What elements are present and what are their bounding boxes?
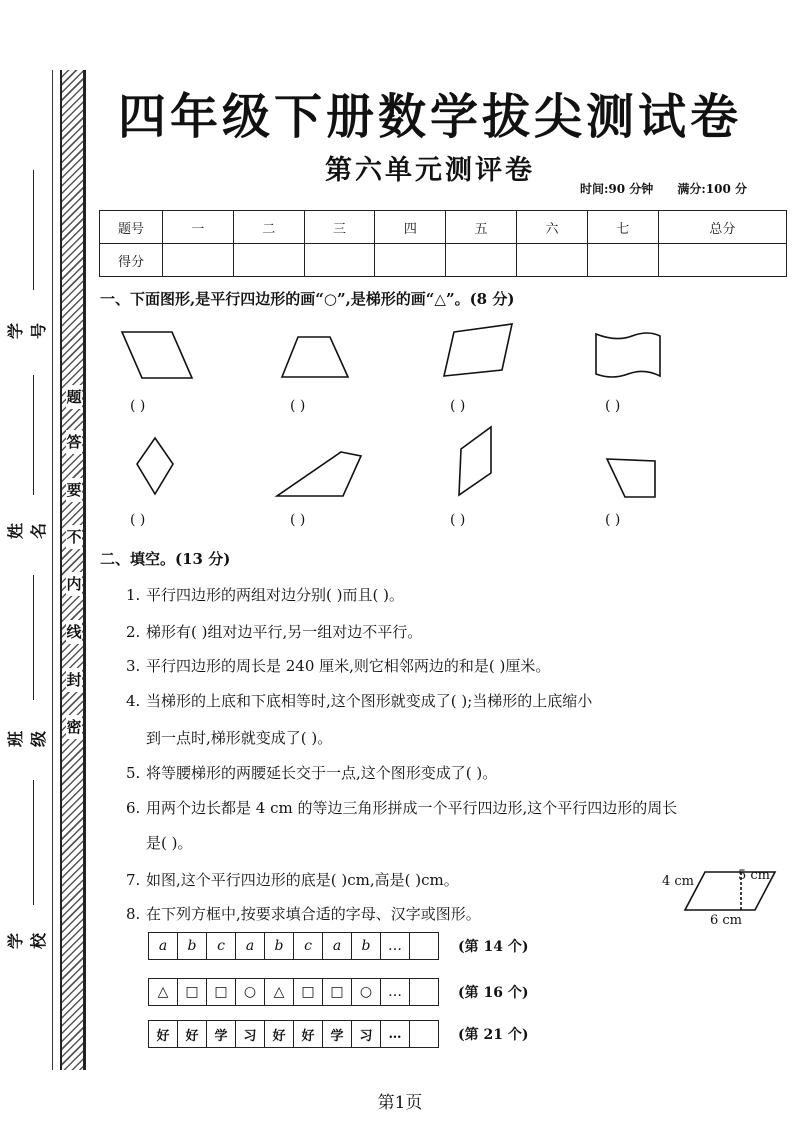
sequence-answer-cell[interactable] [410, 933, 438, 959]
question-1: 1. 平行四边形的两组对边分别( )而且( )。 [126, 586, 404, 604]
sequence-cell: □ [178, 979, 207, 1005]
sequence-cell: … [381, 1021, 410, 1047]
score-table [99, 210, 787, 277]
score-cell: 七 [587, 211, 658, 244]
school-label: 学校 [6, 933, 48, 950]
rhombus-shape [135, 436, 185, 501]
parallelogram-shape-1 [120, 330, 200, 385]
answer-blank[interactable]: ( ) [450, 398, 466, 414]
score-input-cell[interactable] [658, 244, 786, 277]
sequence-shapes [148, 978, 439, 1006]
sequence-cell: b [352, 933, 381, 959]
seal-char: 内 [66, 572, 82, 596]
sequence-answer-cell[interactable] [410, 1021, 438, 1047]
score-input-cell[interactable] [446, 244, 517, 277]
score-cell: 总分 [658, 211, 786, 244]
parallelogram-shape-3 [455, 425, 500, 500]
figure-side-label: 4 cm [662, 874, 695, 889]
sequence-cell: a [236, 933, 265, 959]
class-label: 班级 [6, 731, 48, 748]
score-cell: 四 [375, 211, 446, 244]
score-cell: 三 [304, 211, 375, 244]
sequence-cell: 习 [236, 1021, 265, 1047]
score-input-cell[interactable] [517, 244, 588, 277]
score-cell: 六 [517, 211, 588, 244]
question-4-cont: 到一点时,梯形就变成了( )。 [146, 729, 333, 747]
seal-char: 不 [66, 525, 82, 549]
sequence-cell: a [149, 933, 178, 959]
answer-blank[interactable]: ( ) [605, 512, 621, 528]
question-6: 6. 用两个边长都是 4 cm 的等边三角形拼成一个平行四边形,这个平行四边形的周长 [126, 799, 678, 817]
page-number: 第1页 [377, 1093, 423, 1113]
score-input-cell[interactable] [163, 244, 234, 277]
binding-hatch [60, 70, 86, 1070]
sequence-cell: c [207, 933, 236, 959]
score-input-cell[interactable] [304, 244, 375, 277]
student-id-line[interactable] [33, 170, 34, 290]
seal-char: 题 [66, 385, 82, 409]
question-4: 4. 当梯形的上底和下底相等时,这个图形就变成了( );当梯形的上底缩小 [126, 692, 593, 710]
score-table-score-row [100, 244, 787, 277]
sequence-label: (第 14 个) [458, 939, 529, 955]
score-row-label: 得分 [100, 244, 163, 277]
figure-height-label: 5 cm [738, 868, 771, 883]
section1-title: 一、下面图形,是平行四边形的画“○”,是梯形的画“△”。(8 分) [100, 290, 515, 308]
question-5: 5. 将等腰梯形的两腰延长交于一点,这个图形变成了( )。 [126, 764, 498, 782]
sequence-cell: 学 [323, 1021, 352, 1047]
seal-char: 要 [66, 478, 82, 502]
sequence-cell: 好 [149, 1021, 178, 1047]
sequence-cell: □ [207, 979, 236, 1005]
parallelogram-shape-2 [440, 322, 520, 382]
sequence-letters [148, 932, 439, 960]
answer-blank[interactable]: ( ) [290, 512, 306, 528]
score-input-cell[interactable] [375, 244, 446, 277]
score-input-cell[interactable] [587, 244, 658, 277]
sequence-cell: c [294, 933, 323, 959]
binding-line [52, 70, 53, 1070]
sequence-cell: b [265, 933, 294, 959]
score-input-cell[interactable] [233, 244, 304, 277]
sequence-answer-cell[interactable] [410, 979, 438, 1005]
wavy-shape [592, 330, 672, 385]
question-6-cont: 是( )。 [146, 834, 193, 852]
seal-char: 线 [66, 620, 82, 644]
question-7: 7. 如图,这个平行四边形的底是( )cm,高是( )cm。 [126, 871, 459, 889]
sequence-cell: 好 [178, 1021, 207, 1047]
trapezoid-shape-1 [280, 335, 360, 385]
sequence-cell: a [323, 933, 352, 959]
sequence-cell: ○ [352, 979, 381, 1005]
sequence-cell: △ [265, 979, 294, 1005]
seal-char: 密 [66, 715, 82, 739]
seal-char: 答 [66, 430, 82, 454]
score-cell: 一 [163, 211, 234, 244]
name-label: 姓名 [6, 523, 48, 540]
question-8: 8. 在下列方框中,按要求填合适的字母、汉字或图形。 [126, 905, 481, 923]
name-line[interactable] [33, 375, 34, 495]
question-2: 2. 梯形有( )组对边平行,另一组对边不平行。 [126, 623, 423, 641]
sequence-characters [148, 1020, 439, 1048]
score-cell: 题号 [100, 211, 163, 244]
sequence-cell: 好 [265, 1021, 294, 1047]
student-id-label: 学号 [6, 323, 48, 340]
class-line[interactable] [33, 575, 34, 700]
answer-blank[interactable]: ( ) [130, 512, 146, 528]
sequence-cell: 好 [294, 1021, 323, 1047]
score-table-header-row [100, 211, 787, 244]
score-cell: 二 [233, 211, 304, 244]
answer-blank[interactable]: ( ) [290, 398, 306, 414]
sequence-cell: 习 [352, 1021, 381, 1047]
sequence-cell: ○ [236, 979, 265, 1005]
school-line[interactable] [33, 780, 34, 905]
section2-title: 二、填空。(13 分) [100, 550, 231, 568]
answer-blank[interactable]: ( ) [130, 398, 146, 414]
sequence-cell: □ [294, 979, 323, 1005]
answer-blank[interactable]: ( ) [605, 398, 621, 414]
score-cell: 五 [446, 211, 517, 244]
figure-base-label: 6 cm [710, 913, 743, 928]
sequence-label: (第 21 个) [458, 1027, 529, 1043]
exam-title: 四年级下册数学拔尖测试卷 [117, 89, 742, 145]
sequence-cell: △ [149, 979, 178, 1005]
exam-subtitle: 第六单元测评卷 [325, 155, 535, 186]
sequence-cell: 学 [207, 1021, 236, 1047]
time-limit: 时间:90 分钟 [580, 182, 654, 196]
seal-char: 封 [66, 668, 82, 692]
sequence-cell: … [381, 933, 410, 959]
sequence-cell: □ [323, 979, 352, 1005]
right-trapezoid-shape [603, 455, 663, 505]
answer-blank[interactable]: ( ) [450, 512, 466, 528]
question-3: 3. 平行四边形的周长是 240 厘米,则它相邻两边的和是( )厘米。 [126, 657, 551, 675]
sequence-label: (第 16 个) [458, 985, 529, 1001]
sequence-cell: … [381, 979, 410, 1005]
full-score: 满分:100 分 [677, 182, 747, 196]
sequence-cell: b [178, 933, 207, 959]
trapezoid-shape-2 [275, 450, 370, 500]
exam-meta [580, 180, 771, 197]
